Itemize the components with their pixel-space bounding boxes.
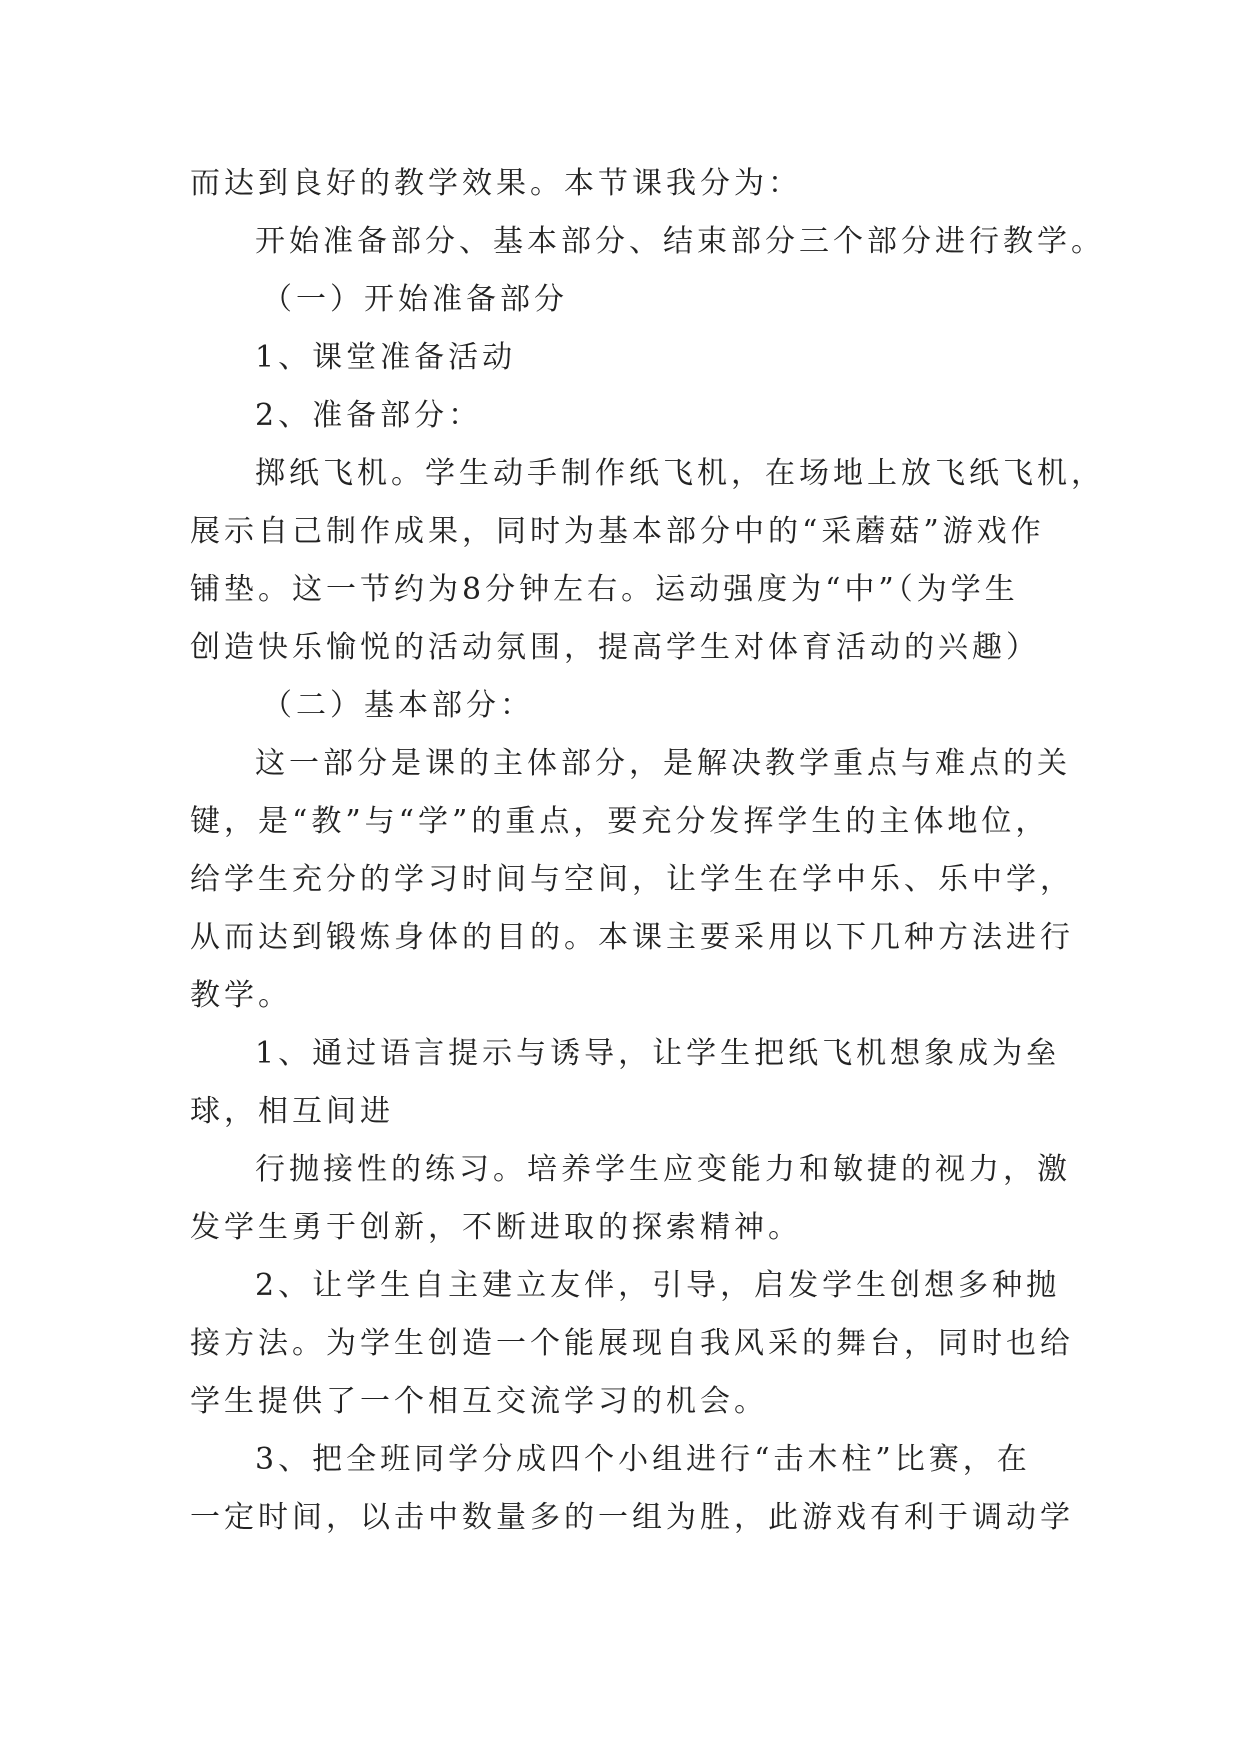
- list-item: 1、通过语言提示与诱导，让学生把纸飞机想象成为垒: [255, 1036, 1061, 1071]
- text-line: 这一部分是课的主体部分，是解决教学重点与难点的关: [255, 746, 1071, 781]
- text-line: 一定时间，以击中数量多的一组为胜，此游戏有利于调动学: [190, 1500, 1074, 1535]
- list-item: 2、让学生自主建立友伴，引导，启发学生创想多种抛: [255, 1268, 1061, 1303]
- text-line: 球，相互间进: [190, 1094, 394, 1129]
- text-line: 掷纸飞机。学生动手制作纸飞机，在场地上放飞纸飞机，: [255, 456, 1105, 491]
- text-line: 开始准备部分、基本部分、结束部分三个部分进行教学。: [255, 224, 1105, 259]
- text-line: 行抛接性的练习。培养学生应变能力和敏捷的视力，激: [255, 1152, 1071, 1187]
- text-line: 而达到良好的教学效果。本节课我分为：: [190, 166, 802, 201]
- text-line: 从而达到锻炼身体的目的。本课主要采用以下几种方法进行: [190, 920, 1074, 955]
- text-line: 键，是“教”与“学”的重点，要充分发挥学生的主体地位，: [190, 804, 1050, 839]
- text-line: 学生提供了一个相互交流学习的机会。: [190, 1384, 768, 1419]
- section-heading: （二）基本部分：: [262, 688, 534, 723]
- section-heading: （一）开始准备部分: [262, 282, 568, 317]
- text-line: 教学。: [190, 978, 292, 1013]
- text-line: 给学生充分的学习时间与空间，让学生在学中乐、乐中学，: [190, 862, 1074, 897]
- list-item: 2、准备部分：: [255, 398, 483, 433]
- list-item: 3、把全班同学分成四个小组进行“击木柱”比赛，在: [255, 1442, 1031, 1477]
- text-line: 接方法。为学生创造一个能展现自我风采的舞台，同时也给: [190, 1326, 1074, 1361]
- list-item: 1、课堂准备活动: [255, 340, 517, 375]
- text-line: 发学生勇于创新，不断进取的探索精神。: [190, 1210, 802, 1245]
- text-line: 创造快乐愉悦的活动氛围，提高学生对体育活动的兴趣）: [190, 630, 1040, 665]
- text-line: 铺垫。这一节约为8分钟左右。运动强度为“中”（为学生: [190, 572, 1019, 607]
- text-line: 展示自己制作成果，同时为基本部分中的“采蘑菇”游戏作: [190, 514, 1045, 549]
